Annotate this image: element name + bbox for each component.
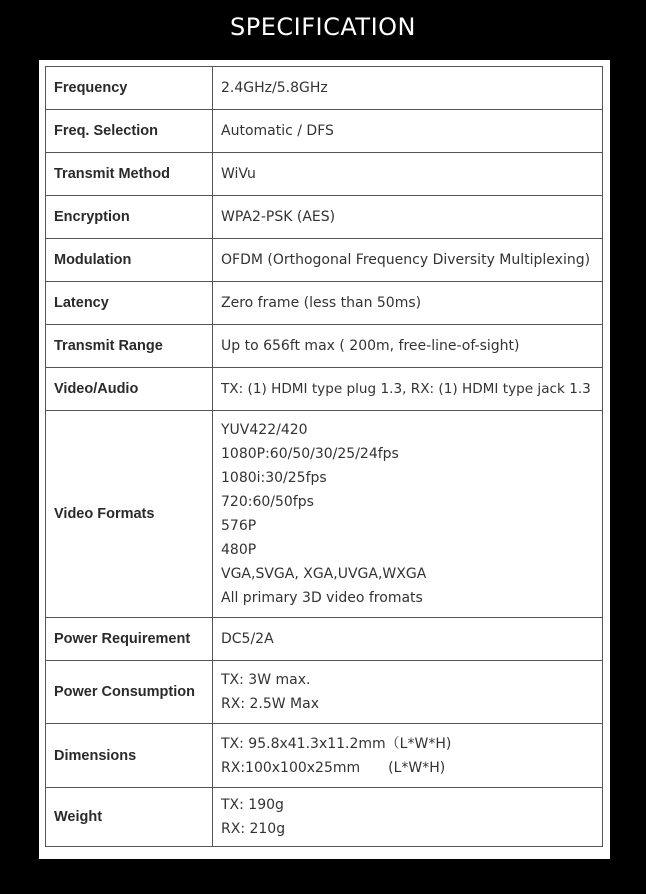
table-row [46,368,603,411]
spec-value-line: Up to 656ft max ( 200m, free-line-of-sight) [221,338,520,354]
spec-value-line: 720:60/50fps [221,494,314,510]
spec-label: Latency [46,282,213,325]
table-row [46,239,603,282]
spec-value-line: RX: 210g [221,821,286,837]
spec-value-line: YUV422/420 [221,422,308,438]
spec-value-line: 2.4GHz/5.8GHz [221,80,328,96]
spec-value [213,411,603,618]
spec-label: Frequency [46,67,213,110]
spec-value-line: WPA2-PSK (AES) [221,209,336,225]
spec-label: Power Requirement [46,618,213,661]
spec-value-line: 1080i:30/25fps [221,470,327,486]
spec-value [213,724,603,788]
spec-value [213,661,603,724]
spec-label: Transmit Method [46,153,213,196]
table-row [46,788,603,847]
spec-value [213,368,603,411]
spec-value [213,110,603,153]
spec-label: Dimensions [46,724,213,788]
spec-value-line: DC5/2A [221,631,274,647]
table-row [46,110,603,153]
spec-sheet [39,60,610,859]
table-row [46,618,603,661]
spec-value-line: RX: 2.5W Max [221,696,319,712]
spec-value-line: TX: 190g [221,797,284,813]
table-row [46,724,603,788]
spec-value-line: TX: (1) HDMI type plug 1.3, RX: (1) HDMI type jack 1.3 [221,381,591,397]
table-row [46,67,603,110]
spec-value-line: VGA,SVGA, XGA,UVGA,WXGA [221,566,427,582]
spec-label: Encryption [46,196,213,239]
spec-label: Video/Audio [46,368,213,411]
spec-label: Modulation [46,239,213,282]
spec-value-line: 1080P:60/50/30/25/24fps [221,446,399,462]
spec-value [213,282,603,325]
spec-value [213,196,603,239]
spec-value-line: WiVu [221,166,256,182]
table-row [46,411,603,618]
table-row [46,661,603,724]
spec-value [213,788,603,847]
table-row [46,196,603,239]
spec-value-line: 576P [221,518,257,534]
spec-table [45,66,603,847]
spec-value-line: TX: 3W max. [221,672,311,688]
table-row [46,153,603,196]
spec-value [213,325,603,368]
spec-value-line: 480P [221,542,257,558]
spec-label: Transmit Range [46,325,213,368]
spec-value [213,239,603,282]
spec-label: Freq. Selection [46,110,213,153]
page-title: SPECIFICATION [230,13,416,41]
spec-value-line: OFDM (Orthogonal Frequency Diversity Multiplexing) [221,252,591,268]
table-row [46,282,603,325]
table-row [46,325,603,368]
spec-value-line: TX: 95.8x41.3x11.2mm（L*W*H) [221,735,452,752]
spec-value [213,153,603,196]
spec-value-line: RX:100x100x25mm (L*W*H) [221,759,446,776]
spec-label: Video Formats [46,411,213,618]
spec-value-line: Automatic / DFS [221,123,334,139]
spec-value-line: All primary 3D video fromats [221,590,423,606]
spec-value-line: Zero frame (less than 50ms) [221,295,422,311]
spec-label: Weight [46,788,213,847]
spec-value [213,67,603,110]
spec-value [213,618,603,661]
spec-label: Power Consumption [46,661,213,724]
